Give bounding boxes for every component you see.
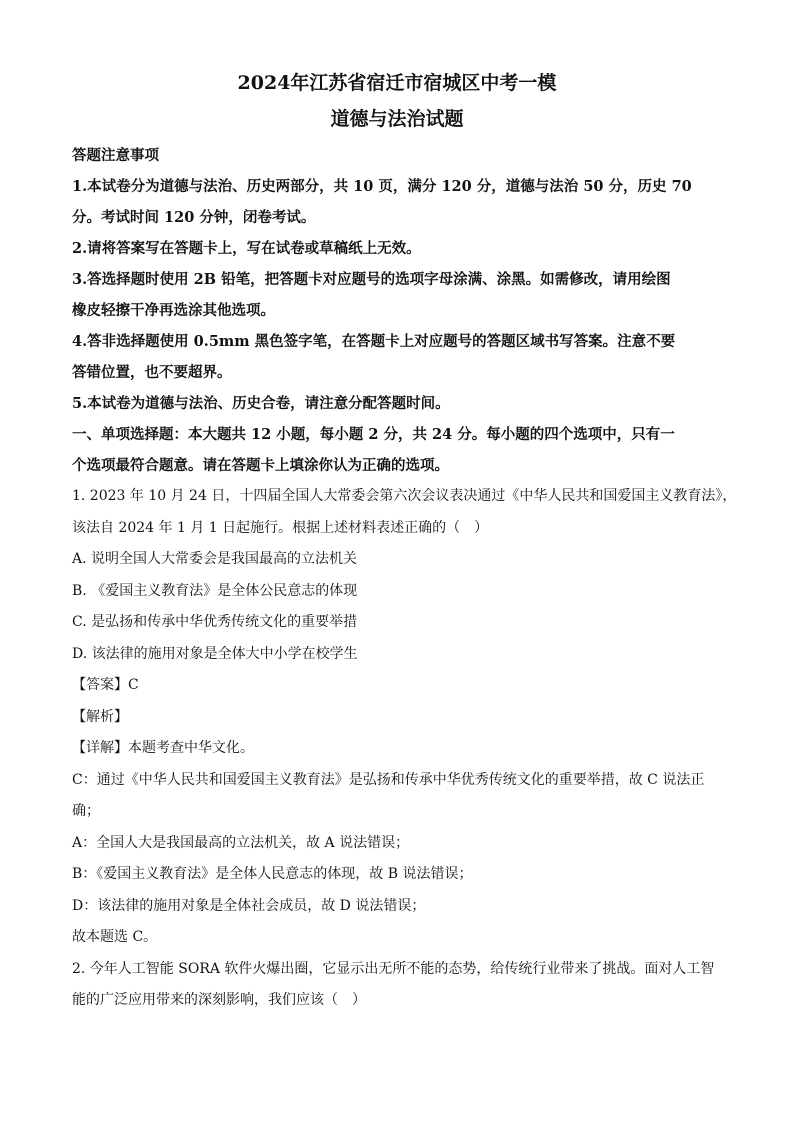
notice-line: 答错位置，也不要超界。 <box>72 364 232 381</box>
question-stem: 能的广泛应用带来的深刻影响，我们应该（ ） <box>72 992 366 1008</box>
explain-line: 确； <box>72 803 100 819</box>
detail-text: 本题考查中华文化。 <box>128 740 254 756</box>
question-stem: 1. 2023 年 10 月 24 日，十四届全国人大常委会第六次会议表决通过《中华人民共和国爱国主义教育法》， <box>72 488 737 504</box>
notice-line: 4.答非选择题使用 0.5mm 黑色签字笔，在答题卡上对应题号的答题区域书写答案。注意不要 <box>72 333 676 350</box>
option-a: A. 说明全国人大常委会是我国最高的立法机关 <box>72 551 358 567</box>
answer-tag: 【答案】 <box>72 677 128 693</box>
notice-heading: 答题注意事项 <box>72 147 159 164</box>
notice-section <box>72 140 722 419</box>
notice-line: 橡皮轻擦干净再选涂其他选项。 <box>72 302 275 319</box>
notice-line: 3.答选择题时使用 2B 铅笔，把答题卡对应题号的选项字母涂满、涂黑。如需修改，请用绘图 <box>72 271 671 288</box>
section-line: 个选项最符合题意。请在答题卡上填涂你认为正确的选项。 <box>72 457 449 474</box>
explain-line: 故本题选 C。 <box>72 929 158 945</box>
section-line: 一、单项选择题：本大题共 12 小题，每小题 2 分，共 24 分。每小题的四个选项中，只有一 <box>72 426 675 443</box>
answer-line <box>72 670 722 702</box>
notice-line: 5.本试卷为道德与法治、历史合卷，请注意分配答题时间。 <box>72 395 450 412</box>
notice-line: 分。考试时间 120 分钟，闭卷考试。 <box>72 209 316 226</box>
explain-line: D：该法律的施用对象是全体社会成员，故 D 说法错误； <box>72 897 426 914</box>
question-stem: 2. 今年人工智能 SORA 软件火爆出圈，它显示出无所不能的态势，给传统行业带来了挑战。面对人工智 <box>72 960 715 977</box>
section-heading <box>72 419 722 481</box>
option-b: B. 《爱国主义教育法》是全体公民意志的体现 <box>72 582 358 599</box>
notice-line: 2.请将答案写在答题卡上，写在试卷或草稿纸上无效。 <box>72 240 421 257</box>
option-c: C. 是弘扬和传承中华优秀传统文化的重要举措 <box>72 614 358 630</box>
question-2 <box>72 954 722 1017</box>
option-d: D. 该法律的施用对象是全体大中小学在校学生 <box>72 645 358 662</box>
explain-line: A：全国人大是我国最高的立法机关，故 A 说法错误； <box>72 834 410 851</box>
detail-tag: 【详解】 <box>72 740 128 756</box>
explain-line: C：通过《中华人民共和国爱国主义教育法》是弘扬和传承中华优秀传统文化的重要举措，故 C 说法正 <box>72 771 705 788</box>
explain-line: B：《爱国主义教育法》是全体人民意志的体现，故 B 说法错误； <box>72 866 473 882</box>
detail-line <box>72 733 722 765</box>
question-stem: 该法自 2024 年 1 月 1 日起施行。根据上述材料表述正确的（ ） <box>72 519 489 536</box>
exam-subtitle: 道德与法治试题 <box>330 108 464 130</box>
answer-value: C <box>128 677 139 693</box>
exam-title: 2024年江苏省宿迁市宿城区中考一模 <box>237 72 557 94</box>
notice-line: 1.本试卷分为道德与法治、历史两部分，共 10 页，满分 120 分，道德与法治 50 分，历史 70 <box>72 178 692 195</box>
analysis-tag: 【解析】 <box>72 708 128 725</box>
question-1 <box>72 481 737 954</box>
